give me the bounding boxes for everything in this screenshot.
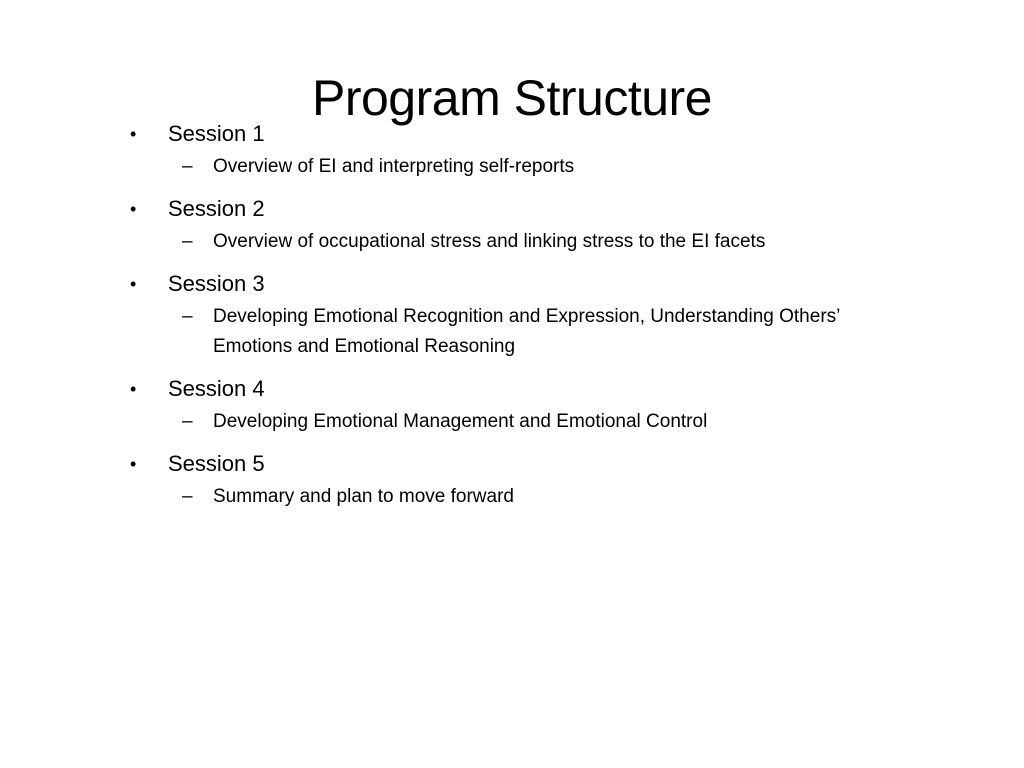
dash-icon: – (182, 306, 193, 327)
bullet-icon: • (130, 454, 137, 474)
session-detail: Developing Emotional Management and Emotional Control (213, 411, 708, 432)
dash-icon: – (182, 156, 193, 177)
session-detail: Overview of EI and interpreting self-reports (213, 156, 575, 177)
session-item-4 (126, 371, 926, 437)
session-label: Session 5 (168, 451, 265, 476)
bullet-icon: • (130, 379, 137, 399)
session-item-3 (126, 266, 926, 362)
session-label: Session 2 (168, 196, 265, 221)
session-item-1 (126, 116, 926, 182)
dash-icon: – (182, 411, 193, 432)
session-detail: Developing Emotional Recognition and Expression, Understanding Others’ Emotions and Emotional Reasoning (213, 306, 840, 357)
bullet-icon: • (130, 274, 137, 294)
session-item-2 (126, 191, 926, 257)
session-detail: Overview of occupational stress and linking stress to the EI facets (213, 231, 766, 252)
session-label: Session 1 (168, 121, 265, 146)
session-label: Session 4 (168, 376, 265, 401)
dash-icon: – (182, 231, 193, 252)
session-detail: Summary and plan to move forward (213, 486, 514, 507)
session-item-5 (126, 446, 926, 512)
bullet-icon: • (130, 199, 137, 219)
bullet-list (126, 116, 926, 512)
bullet-icon: • (130, 124, 137, 144)
dash-icon: – (182, 486, 193, 507)
session-label: Session 3 (168, 271, 265, 296)
slide-title: Program Structure (312, 70, 712, 126)
